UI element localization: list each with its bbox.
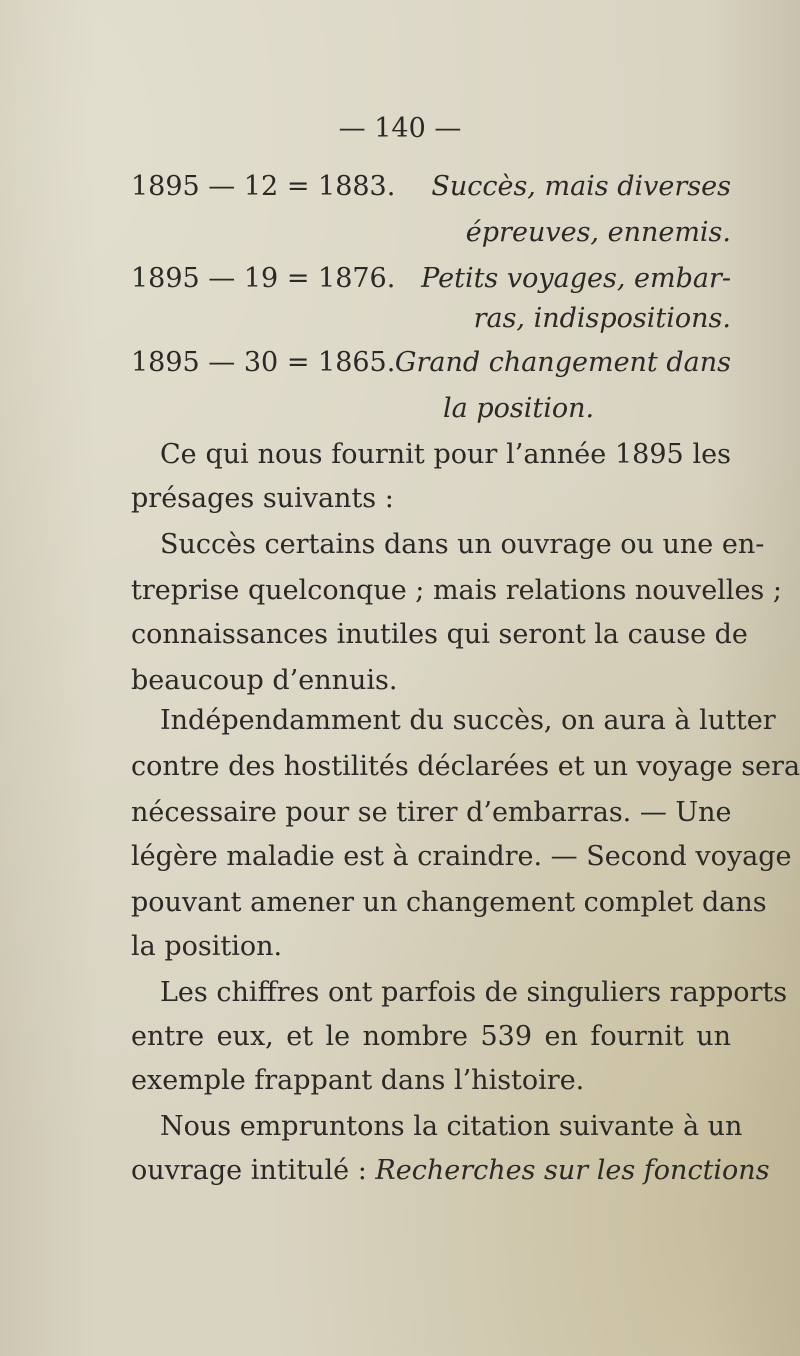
- paragraph-5-line-2: [131, 1155, 770, 1186]
- equation-2-text-2: ras, indispositions.: [473, 303, 731, 334]
- equation-1-text-1: Succès, mais diverses: [431, 171, 731, 202]
- paragraph-5-line-2-prefix: ouvrage intitulé :: [131, 1155, 367, 1186]
- equation-1-lhs: 1895 — 12 = 1883.: [131, 171, 396, 202]
- paragraph-1-line-2: présages suivants :: [131, 483, 394, 514]
- paragraph-3-line-4: légère maladie est à craindre. — Second voyage: [131, 841, 792, 872]
- paragraph-4-line-1: Les chiffres ont parfois de singuliers rapports: [160, 977, 788, 1008]
- equation-3-lhs: 1895 — 30 = 1865.: [131, 347, 396, 378]
- book-title: Recherches sur les fonctions: [375, 1155, 770, 1186]
- paragraph-3-line-5: pouvant amener un changement complet dans: [131, 887, 767, 918]
- paragraph-3-line-2: contre des hostilités déclarées et un voyage sera: [131, 751, 800, 782]
- equation-3-text-1: Grand changement dans: [394, 347, 731, 378]
- page-number: — 140 —: [338, 113, 462, 144]
- paragraph-3-line-6: la position.: [131, 931, 283, 962]
- paragraph-2-line-2: treprise quelconque ; mais relations nouvelles ;: [131, 575, 782, 606]
- equation-2-text-1: Petits voyages, embar-: [421, 263, 731, 294]
- paragraph-3-line-3: nécessaire pour se tirer d’embarras. — Une: [131, 797, 732, 828]
- equation-2-lhs: 1895 — 19 = 1876.: [131, 263, 396, 294]
- equation-1-text-2: épreuves, ennemis.: [465, 217, 731, 248]
- paragraph-4-line-2: entre eux, et le nombre 539 en fournit un: [131, 1021, 731, 1052]
- paragraph-4-line-3: exemple frappant dans l’histoire.: [131, 1065, 585, 1096]
- paragraph-2-line-3: connaissances inutiles qui seront la cause de: [131, 619, 748, 650]
- paragraph-3-line-1: Indépendamment du succès, on aura à lutter: [160, 705, 776, 736]
- paragraph-5-line-1: Nous empruntons la citation suivante à un: [160, 1111, 743, 1142]
- equation-3-text-2: la position.: [443, 393, 595, 424]
- paragraph-2-line-4: beaucoup d’ennuis.: [131, 665, 398, 696]
- paragraph-2-line-1: Succès certains dans un ouvrage ou une en-: [160, 529, 765, 560]
- paragraph-1-line-1: Ce qui nous fournit pour l’année 1895 les: [160, 439, 731, 470]
